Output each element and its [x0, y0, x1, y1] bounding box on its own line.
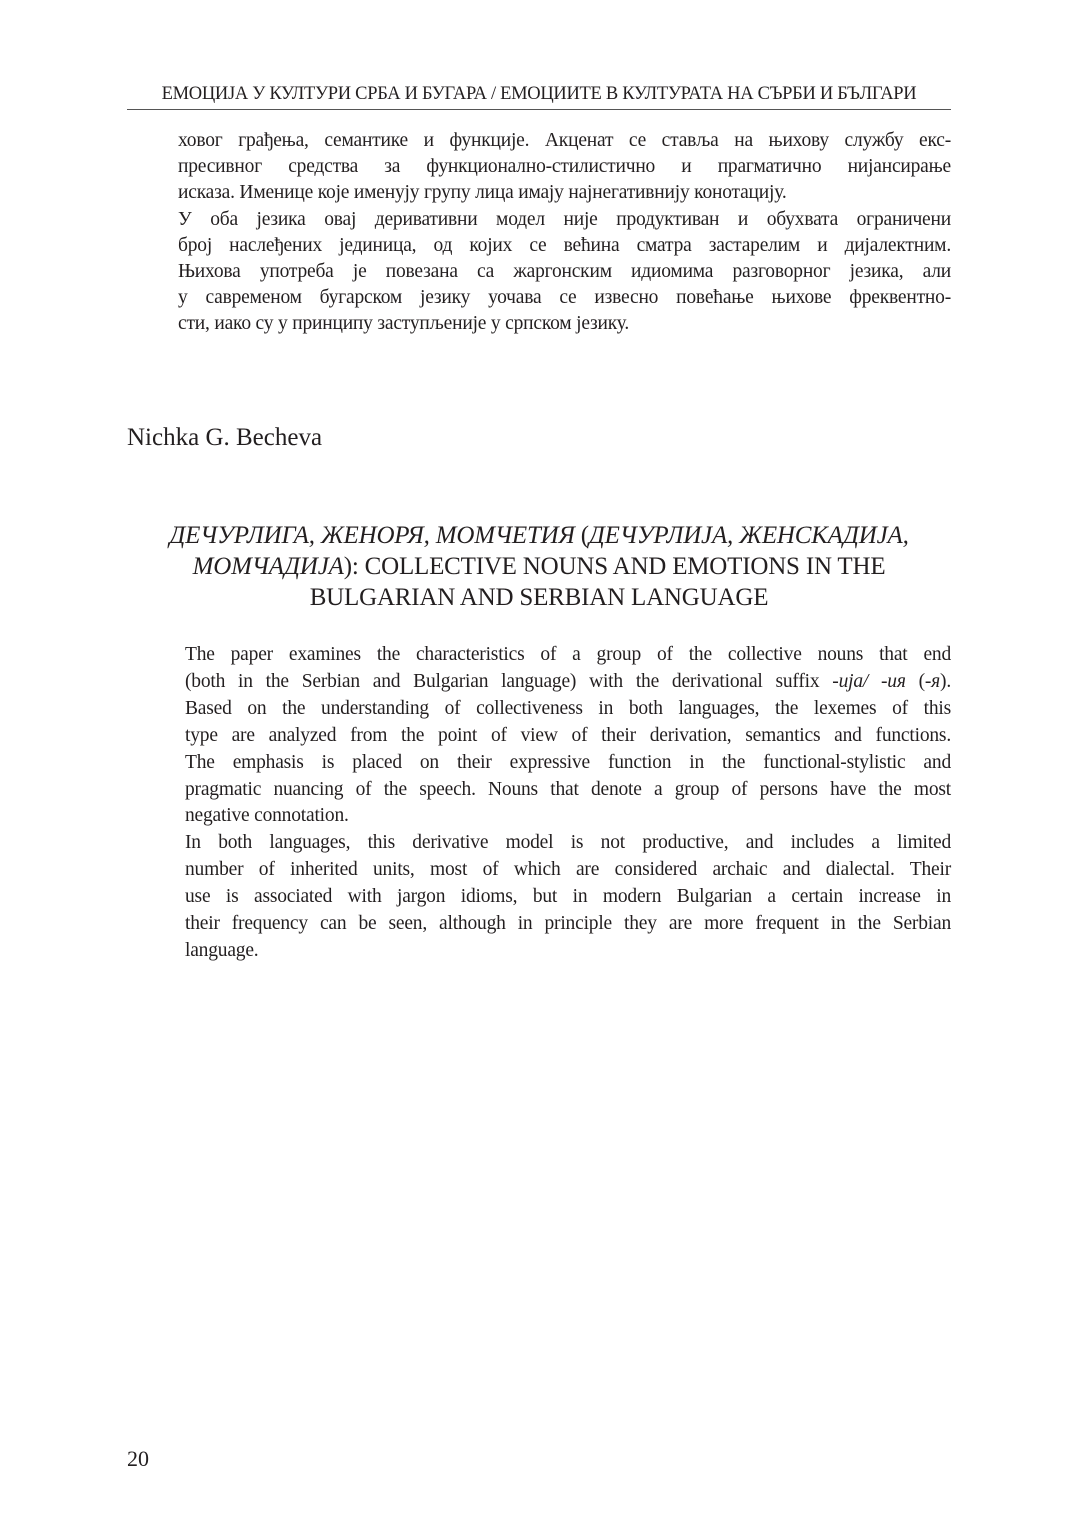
text-segment: ).: [940, 670, 951, 692]
text-line: The paper examines the characteristics of a group of the collective nouns that end: [185, 644, 951, 665]
text-line: use is associated with jargon idioms, but in modern Bulgarian a certain increase in: [185, 886, 951, 908]
text-line: their frequency can be seen, although in principle they are more frequent in the Serbian: [185, 913, 951, 935]
header-rule: [127, 109, 951, 110]
title-text: ): COLLECTIVE NOUNS AND EMOTIONS IN THE: [343, 553, 886, 580]
text-segment: (both in the Serbian and Bulgarian language) with the derivational suffix: [185, 670, 833, 692]
text-line: исказа. Именице које именују групу лица имају најнегативнију конотацију.: [178, 182, 787, 204]
text-line: In both languages, this derivative model is not productive, and includes a limited: [185, 832, 951, 854]
text-line: number of inherited units, most of which are considered archaic and dialectal. Their: [185, 859, 951, 881]
abstract: [185, 642, 951, 965]
title-text: BULGARIAN AND SERBIAN LANGUAGE: [309, 584, 769, 611]
article-title: [127, 520, 951, 613]
page-number: 20: [127, 1446, 149, 1471]
text-line: Based on the understanding of collectiveness in both languages, the lexemes of this: [185, 697, 951, 719]
title-italic: ДЕЧУРЛИГА, ЖЕНОРЯ, МОМЧЕТИЯ: [169, 522, 575, 549]
text-line: pragmatic nuancing of the speech. Nouns that denote a group of persons have the most: [185, 778, 951, 800]
serbian-summary: [178, 128, 951, 338]
suffix-italic: -я: [924, 670, 941, 692]
text-line: type are analyzed from the point of view of their derivation, semantics and functions.: [185, 724, 951, 746]
text-line: У оба језика овај деривативни модел није продуктиван и обухвата ограничени: [178, 208, 951, 230]
title-italic: МОМЧАДИЈА: [192, 553, 344, 580]
text-line: број наслеђених јединица, од којих се већина сматра застарелим и дијалектним.: [178, 234, 951, 256]
title-text: (: [574, 522, 589, 549]
text-segment: (: [905, 670, 925, 692]
text-line: language.: [185, 939, 259, 961]
text-line: у савременом бугарском језику уочава се извесно повећање њихове фреквентно-: [178, 287, 951, 309]
text-line: Њихова употреба је повезана са жаргонским идиомима разговорног језика, али: [178, 261, 951, 283]
title-italic: ДЕЧУРЛИЈА, ЖЕНСКАДИЈА,: [588, 522, 909, 549]
text-line: ховог грађења, семантике и функције. Акценат се ставља на њихову службу екс-: [178, 130, 951, 151]
text-line: [185, 669, 951, 696]
running-header: ЕМОЦИЈА У КУЛТУРИ СРБА И БУГАРА / ЕМОЦИИТЕ В КУЛТУРАТА НА СЪРБИ И БЪЛГАРИ: [161, 84, 917, 104]
text-line: negative connotation.: [185, 805, 349, 827]
text-line: пресивног средства за функционално-стилистично и прагматично нијансирање: [178, 156, 951, 178]
text-line: The emphasis is placed on their expressive function in the functional-stylistic and: [185, 751, 951, 773]
suffix-italic: -ија/ -ия: [832, 670, 906, 692]
text-line: сти, иако су у принципу заступљеније у српском језику.: [178, 313, 630, 335]
author-name: Nichka G. Becheva: [127, 424, 323, 451]
